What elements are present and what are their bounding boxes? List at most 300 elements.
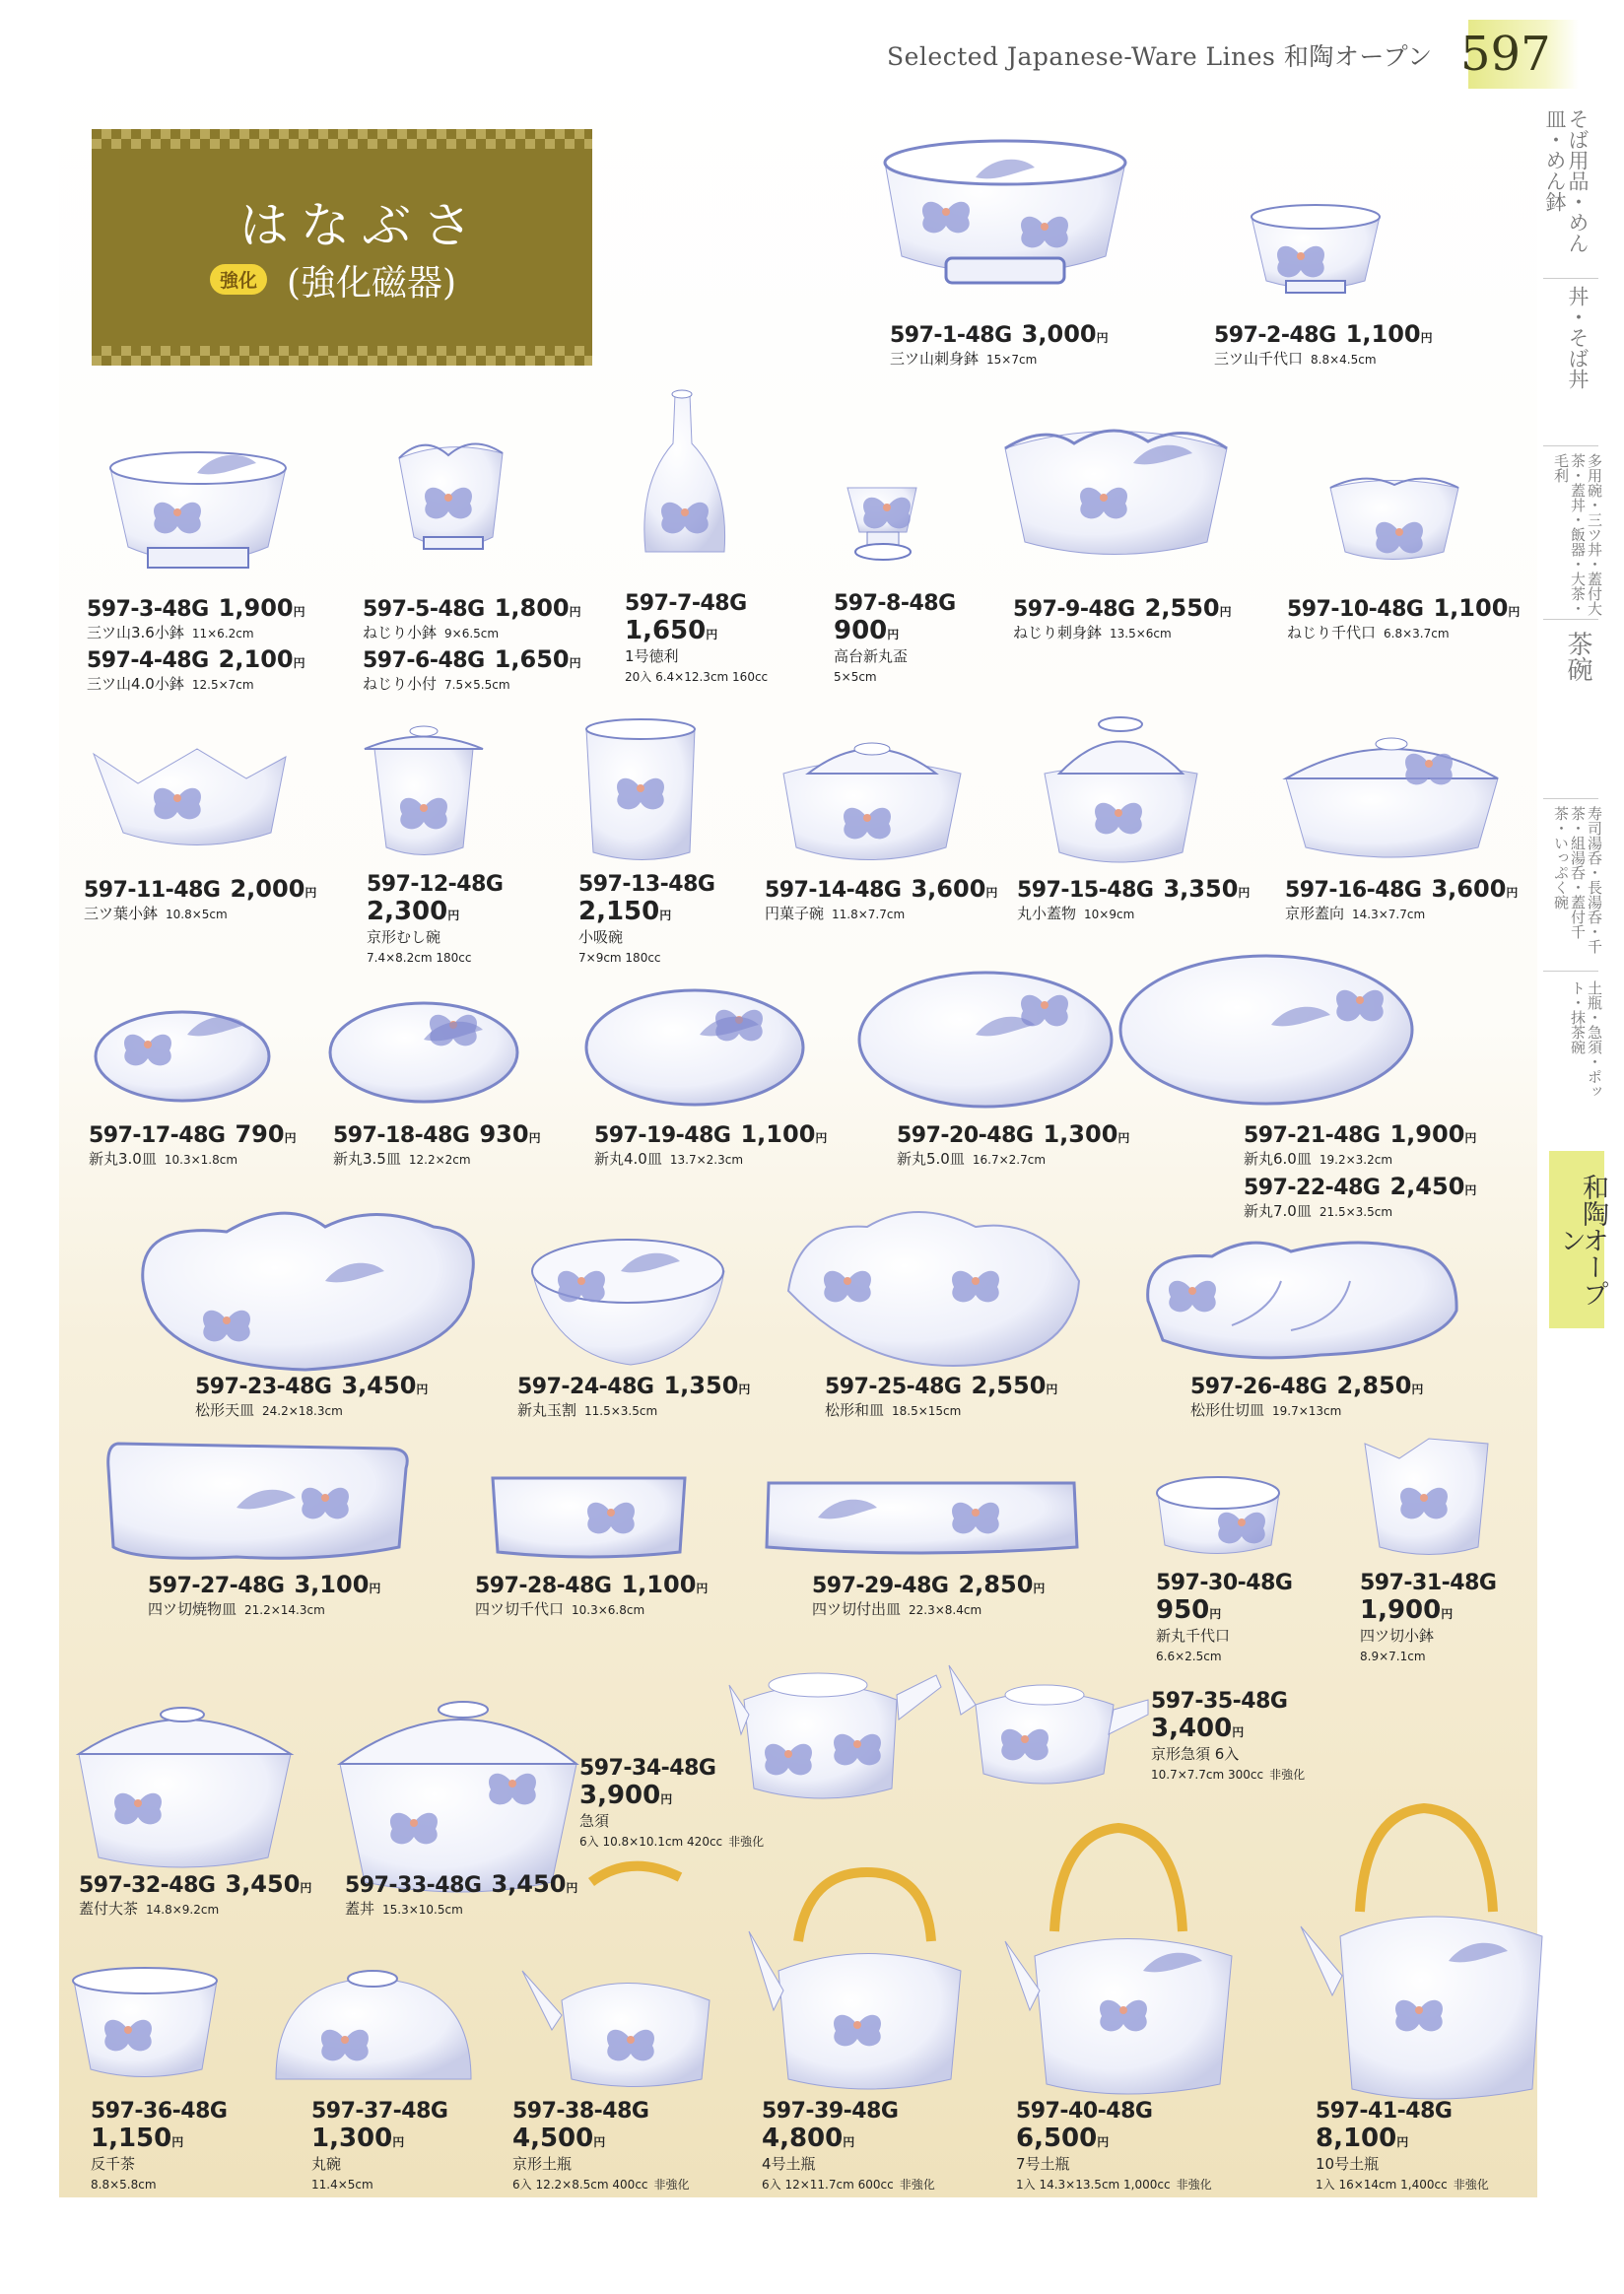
item-label-597-41 (1316, 2099, 1489, 2193)
product-597-16-lidded-bowl (1286, 738, 1498, 857)
item-price: 930 (479, 1120, 529, 1148)
yen-mark: 円 (1097, 2135, 1110, 2149)
item-price: 3,450 (341, 1372, 417, 1399)
item-price: 1,900 (218, 594, 294, 622)
item-note: 非強化 (653, 2178, 690, 2192)
product-597-10-cup (1330, 479, 1458, 560)
item-name: 四ツ切小鉢 (1360, 1627, 1435, 1645)
item-size: 5×5cm (834, 670, 877, 684)
item-price: 3,600 (911, 875, 986, 903)
item-code: 597-2-48G (1214, 323, 1336, 348)
item-price: 1,100 (621, 1571, 697, 1598)
product-597-12-lidded-cup (365, 726, 483, 855)
product-597-3-bowl (110, 452, 286, 568)
item-price: 4,500 (512, 2124, 594, 2153)
item-label-597-18 (333, 1120, 541, 1169)
item-label-597-33 (345, 1870, 577, 1919)
item-name: 新丸7.0皿 (1244, 1202, 1312, 1220)
item-name: 松形仕切皿 (1190, 1401, 1265, 1419)
yen-mark: 円 (1420, 331, 1433, 345)
item-size: 6.6×2.5cm (1156, 1650, 1222, 1663)
item-size: 15.3×10.5cm (382, 1903, 463, 1917)
product-597-26-plate (1148, 1243, 1456, 1358)
item-label-597-11 (84, 875, 316, 923)
yen-mark: 円 (1441, 1607, 1454, 1621)
item-name: 四ツ切焼物皿 (148, 1600, 237, 1618)
item-label-597-37 (311, 2099, 447, 2193)
side-tab-soba[interactable]: そば用品・めん皿・めん鉢 (1543, 108, 1590, 253)
item-price: 1,100 (740, 1120, 816, 1148)
item-code: 597-21-48G (1244, 1123, 1381, 1148)
yen-mark: 円 (696, 1582, 709, 1595)
item-price: 3,000 (1021, 320, 1097, 348)
item-name: 新丸4.0皿 (594, 1150, 662, 1168)
product-597-11-bowl (94, 749, 286, 845)
yen-mark: 円 (706, 628, 718, 641)
item-price: 3,600 (1431, 875, 1507, 903)
side-tab-dobin[interactable]: 土瓶・急須・ポット・抹茶碗 (1569, 980, 1603, 1099)
item-size: 12.2×2cm (408, 1153, 471, 1167)
item-label-597-7 (625, 591, 768, 685)
yen-mark: 円 (304, 886, 317, 900)
product-597-36-cup (73, 1968, 217, 2077)
item-code: 597-13-48G (578, 872, 715, 897)
item-price: 2,550 (971, 1372, 1047, 1399)
item-label-597-14 (765, 875, 997, 923)
item-name: 1号徳利 (625, 647, 679, 665)
item-code: 597-10-48G (1287, 597, 1424, 622)
product-597-24-bowl (532, 1240, 724, 1365)
yen-mark: 円 (528, 1131, 541, 1145)
product-597-29-plate (767, 1483, 1077, 1553)
item-name: 丸小蓋物 (1017, 905, 1077, 922)
item-size: 1入 14.3×13.5cm 1,000cc (1016, 2178, 1171, 2192)
item-label-597-35 (1151, 1689, 1305, 1783)
item-code: 597-36-48G (91, 2099, 228, 2124)
item-note: 非強化 (1176, 2178, 1212, 2192)
item-name: 小吸碗 (578, 928, 624, 946)
item-size: 10.7×7.7cm 300cc (1151, 1768, 1264, 1782)
item-label-597-23 (195, 1372, 428, 1420)
item-price: 1,900 (1389, 1120, 1465, 1148)
item-label-597-19 (594, 1120, 827, 1169)
item-label-597-9 (1013, 594, 1232, 642)
item-code: 597-39-48G (762, 2099, 899, 2124)
item-price: 2,850 (1336, 1372, 1412, 1399)
yen-mark: 円 (1396, 2135, 1409, 2149)
item-name: ねじり小鉢 (363, 624, 438, 641)
item-code: 597-18-48G (333, 1123, 470, 1148)
yen-mark: 円 (815, 1131, 828, 1145)
item-label-597-26 (1190, 1372, 1423, 1420)
item-code: 597-37-48G (311, 2099, 448, 2124)
item-code: 597-32-48G (79, 1873, 216, 1898)
item-code: 597-25-48G (825, 1375, 962, 1399)
item-size: 12.5×7cm (191, 678, 254, 692)
item-name: 新丸3.5皿 (333, 1150, 401, 1168)
product-597-23-plate (143, 1213, 474, 1370)
series-name: はなぶさ (239, 197, 484, 254)
yen-mark: 円 (447, 909, 460, 922)
yen-mark: 円 (293, 656, 305, 670)
item-label-597-12 (367, 872, 503, 966)
yen-mark: 円 (1219, 605, 1232, 619)
item-size: 21.2×14.3cm (244, 1603, 325, 1617)
yen-mark: 円 (1232, 1725, 1245, 1739)
page-header-title: Selected Japanese-Ware Lines 和陶オープン (887, 42, 1433, 71)
item-price: 3,900 (579, 1781, 661, 1810)
item-size: 6.8×3.7cm (1384, 627, 1450, 641)
yen-mark: 円 (1464, 1183, 1477, 1197)
item-price: 1,650 (494, 645, 570, 673)
yen-mark: 円 (887, 628, 900, 641)
item-label-597-2 (1214, 320, 1433, 369)
item-name: ねじり千代口 (1287, 624, 1377, 641)
item-label-597-4 (87, 645, 305, 694)
item-price: 6,500 (1016, 2124, 1098, 2153)
item-label-597-30 (1156, 1571, 1292, 1664)
item-code: 597-16-48G (1285, 878, 1422, 903)
item-size: 19.2×3.2cm (1319, 1153, 1393, 1167)
item-name: ねじり小付 (363, 675, 438, 693)
item-label-597-24 (517, 1372, 750, 1420)
item-name: 新丸3.0皿 (89, 1150, 157, 1168)
item-price: 2,100 (218, 645, 294, 673)
item-price: 1,350 (663, 1372, 739, 1399)
item-size: 8.8×5.8cm (91, 2178, 157, 2192)
item-size: 8.9×7.1cm (1360, 1650, 1426, 1663)
item-label-597-32 (79, 1870, 311, 1919)
item-label-597-36 (91, 2099, 227, 2193)
item-name: 新丸6.0皿 (1244, 1150, 1312, 1168)
item-price: 1,300 (1043, 1120, 1118, 1148)
item-label-597-29 (812, 1571, 1045, 1619)
item-label-597-8 (834, 591, 956, 685)
item-price: 2,850 (958, 1571, 1034, 1598)
item-label-597-40 (1016, 2099, 1212, 2193)
product-597-5-bowl (399, 443, 503, 549)
side-tab-tayowan[interactable]: 多用碗・三ツ丼・蓋付大茶・蓋丼・飯器・大茶・毛利 (1552, 453, 1603, 616)
item-name: 三ツ山千代口 (1214, 350, 1304, 368)
item-note: 非強化 (899, 2178, 935, 2192)
item-price: 790 (235, 1120, 285, 1148)
item-name: 10号土瓶 (1316, 2155, 1380, 2173)
item-price: 4,800 (762, 2124, 844, 2153)
yen-mark: 円 (293, 605, 305, 619)
item-size: 6入 12×11.7cm 600cc (762, 2178, 894, 2192)
yen-mark: 円 (1209, 1607, 1222, 1621)
item-name: 新丸5.0皿 (897, 1150, 965, 1168)
side-tab-chawan[interactable]: 茶碗 (1563, 631, 1592, 682)
item-label-597-22 (1244, 1173, 1476, 1221)
item-name: 京形むし碗 (367, 928, 441, 946)
item-label-597-10 (1287, 594, 1520, 642)
item-code: 597-26-48G (1190, 1375, 1327, 1399)
product-597-25-plate (788, 1212, 1079, 1366)
product-597-31-cup (1365, 1439, 1488, 1555)
item-size: 10.3×1.8cm (164, 1153, 238, 1167)
item-price: 3,350 (1163, 875, 1239, 903)
item-code: 597-35-48G (1151, 1689, 1288, 1714)
item-size: 7×9cm 180cc (578, 951, 661, 965)
product-597-37-bowl (276, 1971, 471, 2079)
yen-mark: 円 (284, 1131, 297, 1145)
item-label-597-20 (897, 1120, 1129, 1169)
item-size: 1入 16×14cm 1,400cc (1316, 2178, 1448, 2192)
item-label-597-21 (1244, 1120, 1476, 1169)
product-597-15-lidded-bowl (1045, 717, 1197, 862)
item-code: 597-8-48G (834, 591, 956, 616)
item-price: 3,450 (225, 1870, 301, 1898)
item-code: 597-5-48G (363, 597, 485, 622)
item-code: 597-19-48G (594, 1123, 731, 1148)
item-price: 1,300 (311, 2124, 393, 2153)
item-name: 松形天皿 (195, 1401, 255, 1419)
side-tab-donburi[interactable]: 丼・そば丼 (1566, 286, 1590, 389)
product-597-8-sake-cup (847, 488, 916, 560)
item-price: 2,000 (230, 875, 305, 903)
item-code: 597-38-48G (512, 2099, 649, 2124)
item-code: 597-6-48G (363, 648, 485, 673)
item-price: 3,400 (1151, 1714, 1233, 1743)
product-597-32-lidded-bowl (79, 1708, 291, 1867)
item-name: 蓋付大茶 (79, 1900, 139, 1918)
item-size: 10.3×6.8cm (572, 1603, 645, 1617)
item-label-597-17 (89, 1120, 297, 1169)
item-label-597-31 (1360, 1571, 1496, 1664)
item-name: 蓋丼 (345, 1900, 375, 1918)
item-size: 11.8×7.7cm (832, 908, 906, 921)
item-label-597-16 (1285, 875, 1518, 923)
item-code: 597-20-48G (897, 1123, 1034, 1148)
item-size: 11.5×3.5cm (584, 1404, 658, 1418)
item-name: 円菓子碗 (765, 905, 825, 922)
product-597-19-plate (586, 990, 803, 1105)
item-size: 11.4×5cm (311, 2178, 373, 2192)
item-code: 597-34-48G (579, 1756, 716, 1781)
item-name: 三ツ葉小鉢 (84, 905, 159, 922)
item-name: 三ツ山4.0小鉢 (87, 675, 184, 693)
item-size: 13.7×2.3cm (669, 1153, 744, 1167)
item-code: 597-28-48G (475, 1574, 612, 1598)
item-name: 7号土瓶 (1016, 2155, 1070, 2173)
item-code: 597-41-48G (1316, 2099, 1453, 2124)
item-size: 20入 6.4×12.3cm 160cc (625, 670, 769, 684)
product-597-33-lidded-bowl (340, 1702, 576, 1892)
product-597-14-lidded-bowl (783, 743, 961, 860)
product-597-27-plate (108, 1444, 408, 1558)
item-price: 8,100 (1316, 2124, 1397, 2153)
yen-mark: 円 (1506, 886, 1519, 900)
item-code: 597-40-48G (1016, 2099, 1153, 2124)
item-code: 597-11-48G (84, 878, 221, 903)
item-price: 1,150 (91, 2124, 172, 2153)
product-597-40-dobin (1005, 1828, 1232, 2094)
yen-mark: 円 (843, 2135, 855, 2149)
item-label-597-3 (87, 594, 305, 642)
reinforced-badge: 強化 (210, 264, 267, 295)
yen-mark: 円 (1117, 1131, 1130, 1145)
yen-mark: 円 (566, 1881, 578, 1895)
item-label-597-25 (825, 1372, 1057, 1420)
page-number: 597 (1468, 20, 1579, 89)
item-price: 950 (1156, 1595, 1210, 1625)
product-597-13-lidded-cup (586, 719, 695, 860)
yen-mark: 円 (738, 1383, 751, 1396)
item-size: 14.3×7.7cm (1352, 908, 1426, 921)
item-size: 6入 12.2×8.5cm 400cc (512, 2178, 648, 2192)
product-597-41-dobin (1301, 1808, 1542, 2099)
side-tab-wato-open[interactable]: 和陶オープン (1549, 1151, 1604, 1328)
item-code: 597-24-48G (517, 1375, 654, 1399)
item-code: 597-4-48G (87, 648, 209, 673)
item-note: 非強化 (1453, 2178, 1489, 2192)
item-code: 597-17-48G (89, 1123, 226, 1148)
item-size: 15×7cm (986, 353, 1038, 367)
item-code: 597-1-48G (890, 323, 1012, 348)
item-price: 3,100 (294, 1571, 370, 1598)
item-name: 高台新丸盃 (834, 647, 909, 665)
product-597-35-teapot (949, 1665, 1148, 1784)
item-label-597-39 (762, 2099, 935, 2193)
item-label-597-5 (363, 594, 581, 642)
item-label-597-13 (578, 872, 714, 966)
product-597-18-plate (330, 1003, 517, 1102)
item-size: 22.3×8.4cm (909, 1603, 982, 1617)
item-name: 新丸千代口 (1156, 1627, 1231, 1645)
item-code: 597-31-48G (1360, 1571, 1497, 1595)
item-note: 非強化 (728, 1835, 765, 1849)
item-name: 4号土瓶 (762, 2155, 816, 2173)
yen-mark: 円 (985, 886, 998, 900)
item-code: 597-12-48G (367, 872, 504, 897)
item-name: 新丸玉割 (517, 1401, 577, 1419)
item-price: 1,900 (1360, 1595, 1442, 1625)
yen-mark: 円 (392, 2135, 405, 2149)
item-label-597-1 (890, 320, 1109, 369)
item-code: 597-7-48G (625, 591, 747, 616)
item-size: 21.5×3.5cm (1319, 1205, 1393, 1219)
item-price: 2,300 (367, 897, 448, 926)
item-name: 松形和皿 (825, 1401, 885, 1419)
yen-mark: 円 (171, 2135, 184, 2149)
item-name: 京形蓋向 (1285, 905, 1345, 922)
item-size: 9×6.5cm (444, 627, 500, 641)
yen-mark: 円 (1464, 1131, 1477, 1145)
item-note: 非強化 (1269, 1768, 1306, 1782)
product-597-2-cup (1252, 205, 1380, 293)
item-label-597-28 (475, 1571, 708, 1619)
item-size: 14.8×9.2cm (146, 1903, 220, 1917)
item-name: 急須 (579, 1812, 610, 1830)
yen-mark: 円 (569, 656, 581, 670)
product-597-28-plate (493, 1478, 685, 1557)
item-name: 三ツ山3.6小鉢 (87, 624, 184, 641)
item-code: 597-23-48G (195, 1375, 332, 1399)
item-size: 10×9cm (1084, 908, 1135, 921)
item-label-597-6 (363, 645, 581, 694)
item-price: 1,800 (494, 594, 570, 622)
item-size: 16.7×2.7cm (972, 1153, 1047, 1167)
product-597-7-sake-bottle (644, 390, 725, 552)
yen-mark: 円 (1238, 886, 1251, 900)
yen-mark: 円 (1411, 1383, 1424, 1396)
item-size: 8.8×4.5cm (1311, 353, 1377, 367)
item-price: 2,550 (1144, 594, 1220, 622)
yen-mark: 円 (416, 1383, 429, 1396)
item-code: 597-3-48G (87, 597, 209, 622)
item-size: 7.4×8.2cm 180cc (367, 951, 472, 965)
yen-mark: 円 (593, 2135, 606, 2149)
item-size: 10.8×5cm (166, 908, 228, 921)
item-price: 1,100 (1345, 320, 1421, 348)
item-price: 2,150 (578, 897, 660, 926)
item-size: 6入 10.8×10.1cm 420cc (579, 1835, 723, 1849)
item-name: 反千茶 (91, 2155, 136, 2173)
item-code: 597-33-48G (345, 1873, 482, 1898)
item-label-597-15 (1017, 875, 1250, 923)
item-size: 13.5×6cm (1110, 627, 1172, 641)
item-code: 597-27-48G (148, 1574, 285, 1598)
product-597-17-plate (96, 1012, 269, 1101)
item-name: 四ツ切千代口 (475, 1600, 565, 1618)
item-label-597-38 (512, 2099, 690, 2193)
item-name: 京形急須 6入 (1151, 1745, 1240, 1763)
item-label-597-27 (148, 1571, 380, 1619)
yen-mark: 円 (569, 605, 581, 619)
item-name: 京形土瓶 (512, 2155, 573, 2173)
item-price: 1,650 (625, 616, 707, 645)
yen-mark: 円 (1033, 1582, 1046, 1595)
item-name: 丸碗 (311, 2155, 342, 2173)
item-name: ねじり刺身鉢 (1013, 624, 1103, 641)
item-price: 900 (834, 616, 888, 645)
item-name: 三ツ山刺身鉢 (890, 350, 980, 368)
item-code: 597-22-48G (1244, 1176, 1381, 1200)
yen-mark: 円 (1508, 605, 1521, 619)
product-597-30-cup (1157, 1477, 1279, 1554)
item-code: 597-9-48G (1013, 597, 1135, 622)
item-name: 四ツ切付出皿 (812, 1600, 902, 1618)
item-code: 597-29-48G (812, 1574, 949, 1598)
product-597-20-plate (859, 973, 1112, 1107)
product-597-39-dobin (749, 1872, 961, 2089)
item-label-597-34 (579, 1756, 764, 1850)
item-code: 597-14-48G (765, 878, 902, 903)
yen-mark: 円 (1096, 331, 1109, 345)
item-size: 19.7×13cm (1272, 1404, 1342, 1418)
item-price: 1,100 (1433, 594, 1509, 622)
product-597-21-plate (1120, 956, 1412, 1104)
item-size: 7.5×5.5cm (444, 678, 510, 692)
yen-mark: 円 (300, 1881, 312, 1895)
item-price: 3,450 (491, 1870, 567, 1898)
product-597-1-bowl (885, 141, 1125, 283)
item-size: 11×6.2cm (191, 627, 254, 641)
series-subtitle: (強化磁器) (287, 263, 457, 304)
item-code: 597-30-48G (1156, 1571, 1293, 1595)
item-size: 24.2×18.3cm (262, 1404, 343, 1418)
yen-mark: 円 (1046, 1383, 1058, 1396)
item-code: 597-15-48G (1017, 878, 1154, 903)
product-597-9-bowl (1005, 431, 1227, 555)
item-size: 18.5×15cm (892, 1404, 962, 1418)
side-tab-yunomi[interactable]: 寿司湯呑・長湯呑・千茶・組湯呑・蓋付千茶・いっぷく碗 (1552, 806, 1603, 954)
yen-mark: 円 (369, 1582, 381, 1595)
yen-mark: 円 (660, 1792, 673, 1806)
yen-mark: 円 (659, 909, 672, 922)
item-price: 2,450 (1389, 1173, 1465, 1200)
